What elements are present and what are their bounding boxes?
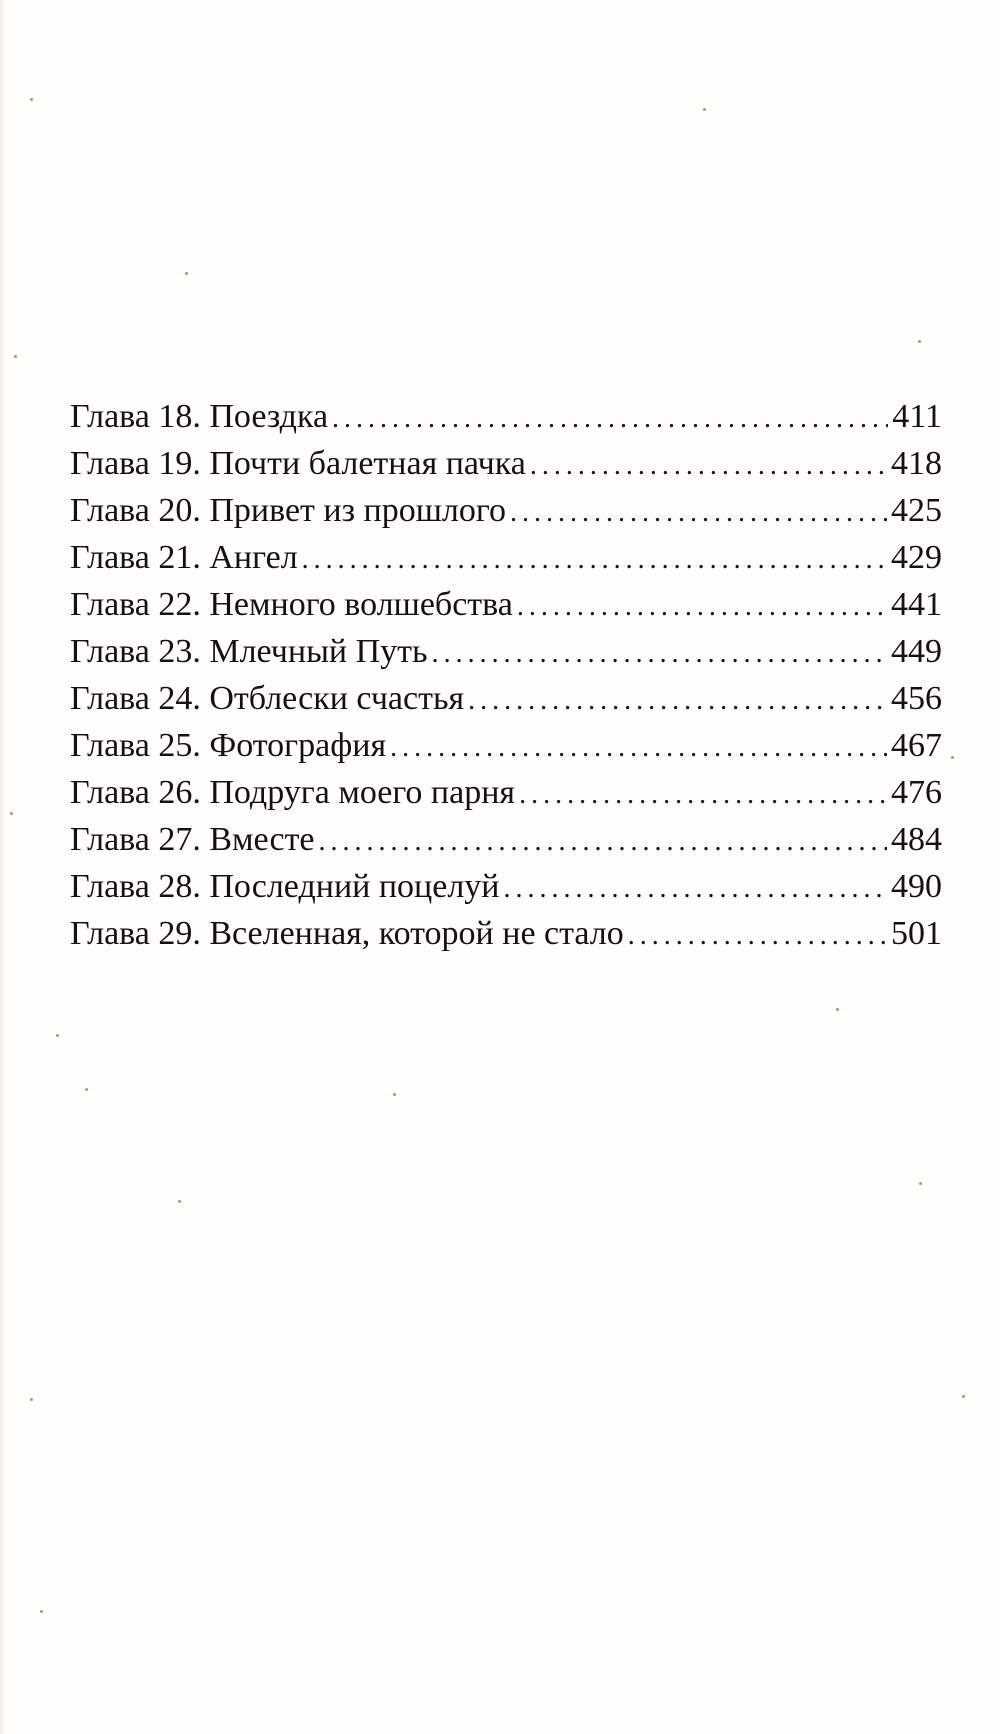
toc-dot-leader xyxy=(390,724,887,771)
toc-entry-22 xyxy=(70,581,942,628)
toc-entry-title: Глава 21. Ангел xyxy=(70,539,298,576)
toc-dot-leader xyxy=(510,489,887,536)
toc-dot-leader xyxy=(503,865,887,912)
scan-speck xyxy=(185,272,188,275)
toc-entry-page: 411 xyxy=(892,398,942,435)
toc-entry-title: Глава 24. Отблески счастья xyxy=(70,680,465,717)
toc-entry-title: Глава 18. Поездка xyxy=(70,398,329,435)
toc-entry-page: 425 xyxy=(891,492,942,529)
scan-speck xyxy=(14,355,17,358)
toc-entry-page: 456 xyxy=(891,680,942,717)
scan-speck xyxy=(85,1088,88,1091)
toc-entry-24 xyxy=(70,675,942,722)
toc-entry-18 xyxy=(70,393,942,440)
toc-entry-page: 490 xyxy=(891,868,942,905)
toc-entry-page: 449 xyxy=(891,633,942,670)
toc-entry-title: Глава 27. Вместе xyxy=(70,821,315,858)
toc-dot-leader xyxy=(628,912,887,959)
toc-entry-title: Глава 28. Последний поцелуй xyxy=(70,868,500,905)
toc-dot-leader xyxy=(468,677,887,724)
toc-entry-23 xyxy=(70,628,942,675)
scan-speck xyxy=(40,1610,43,1613)
scan-speck xyxy=(10,812,13,815)
toc-dot-leader xyxy=(517,583,887,630)
toc-dot-leader xyxy=(332,395,888,442)
toc-dot-leader xyxy=(319,818,887,865)
toc-entry-title: Глава 29. Вселенная, которой не стало xyxy=(70,915,624,952)
toc-dot-leader xyxy=(530,442,887,489)
toc-entry-26 xyxy=(70,769,942,816)
scan-speck xyxy=(30,98,33,101)
toc-entry-page: 418 xyxy=(891,445,942,482)
scan-speck xyxy=(918,340,921,343)
toc-entry-title: Глава 22. Немного волшебства xyxy=(70,586,513,623)
page-edge-shadow xyxy=(0,0,6,1734)
scan-speck xyxy=(56,1034,59,1037)
toc-entry-title: Глава 25. Фотография xyxy=(70,727,387,764)
toc-entry-20 xyxy=(70,487,942,534)
scan-speck xyxy=(30,1398,33,1401)
toc-dot-leader xyxy=(432,630,887,677)
toc-entry-page: 484 xyxy=(891,821,942,858)
scan-speck xyxy=(703,108,706,111)
toc-entry-28 xyxy=(70,863,942,910)
scan-speck xyxy=(919,1182,922,1185)
scan-speck xyxy=(951,756,954,759)
toc-entry-title: Глава 20. Привет из прошлого xyxy=(70,492,506,529)
scan-speck xyxy=(393,1093,396,1096)
table-of-contents xyxy=(70,393,942,957)
toc-entry-title: Глава 23. Млечный Путь xyxy=(70,633,428,670)
toc-entry-page: 441 xyxy=(891,586,942,623)
toc-entry-page: 476 xyxy=(891,774,942,811)
scan-speck xyxy=(178,1200,181,1203)
toc-entry-title: Глава 26. Подруга моего парня xyxy=(70,774,516,811)
toc-entry-21 xyxy=(70,534,942,581)
toc-dot-leader xyxy=(519,771,887,818)
toc-dot-leader xyxy=(302,536,887,583)
scan-speck xyxy=(962,1395,965,1398)
scan-speck xyxy=(836,1008,839,1011)
toc-entry-29 xyxy=(70,910,942,957)
toc-entry-27 xyxy=(70,816,942,863)
toc-entry-page: 429 xyxy=(891,539,942,576)
toc-entry-page: 501 xyxy=(891,915,942,952)
toc-entry-title: Глава 19. Почти балетная пачка xyxy=(70,445,526,482)
toc-entry-page: 467 xyxy=(891,727,942,764)
toc-entry-25 xyxy=(70,722,942,769)
toc-entry-19 xyxy=(70,440,942,487)
